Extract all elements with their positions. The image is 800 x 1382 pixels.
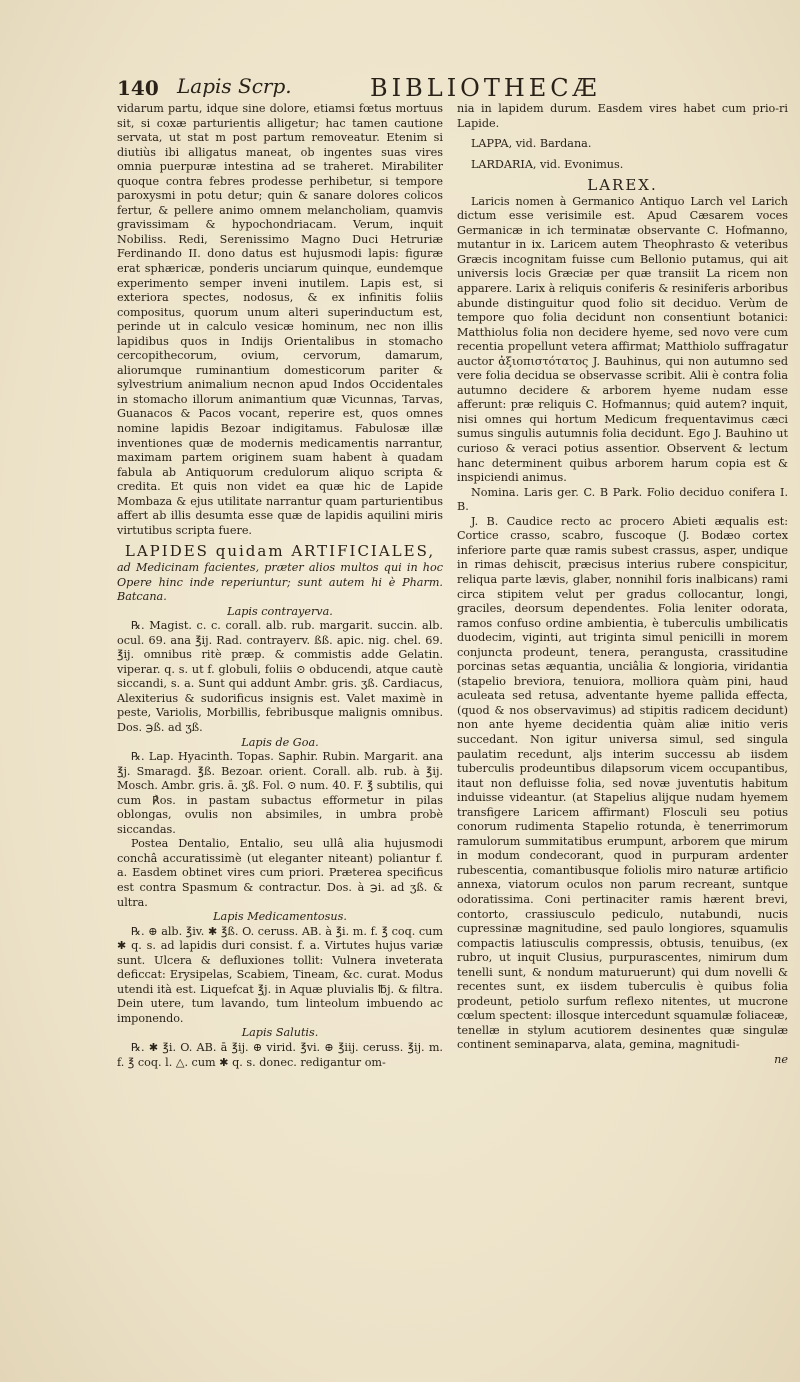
paragraph: vidarum partu, idque sine dolore, etiamsi fœtus mortuus sit, si coxæ parturientis alligetur; hac tamen cautione servata, ut stat m post partum removeatur. Etenim si diutiùs ibi alligatus maneat, ob ingentes suas vires omnia puerpuræ intestina ad se traheret. Mirabiliter quoque contra febres prodesse perhibetur, si tempore paroxysmi in potu detur; quin & sanare dolores colicos fertur, & pellere animo omnem melancholiam, quamvis gravissimam & hypochondriacam. Verum, inquit Nobiliss. Redi, Serenissimo Magno Duci Hetruriæ Ferdinando II. dono datus est hujusmodi lapis: figuræ erat sphæricæ, ponderis unciarum quinque, eundemque experimento semper inveni inutilem. Lapis est, si exteriora spectes, nodosus, & ex infinitis foliis compositus, quorum unum alteri superinductum est, perinde ut in calculo vesicæ hominum, nec non illis lapidibus quos in Indijs Orientalibus in stomacho cercopithecorum, ovium, cervorum, damarum, aliorumque ruminantium domesticorum pariter & sylvestrium animalium necnon apud Indos Occidentales in stomacho illorum animantium quæ Vicunnas, Tarvas, Guanacos & Pacos vocant, reperire est, quos omnes nomine lapidis Bezoar indigitamus. Fabulosæ illæ inventiones quæ de modernis medicamentis narrantur, maximam partem originem suam habent à quadam fabula ab Antiquorum credulorum aliquo scripta & credita. Et quis non videt ea quæ hic de Lapide Mombaza & ejus utilitate narrantur quam parturientibus affert ab illis desumta esse quæ de lapidis aquilini miris virtutibus scripta fuere.	[117, 102, 443, 537]
entry-lappa: LAPPA, vid. Bardana.	[471, 137, 592, 151]
paragraph: nia in lapidem durum. Easdem vires habet cum prio-ri Lapide.	[457, 102, 788, 130]
left-column	[117, 102, 443, 1070]
page-number: 140	[117, 76, 159, 100]
recipe-goa: ℞. Lap. Hyacinth. Topas. Saphir. Rubin. Margarit. ana ℥j. Smaragd. ℥ß. Bezoar. orient. Corall. alb. rub. à ℥ij. Mosch. Ambr. gris. ā. ʒß. Fol. ⊙ num. 40. F. ℥ subtilis, qui cum ℟os. in pastam subactus efformetur in pilas oblongas, ovulis non absimiles, in umbra probè siccandas.	[117, 750, 443, 836]
right-column	[457, 102, 788, 1068]
subheading-contrayerva: Lapis contrayerva.	[227, 604, 333, 618]
subheading-salutis: Lapis Salutis.	[241, 1026, 319, 1040]
page-title: BIBLIOTHECÆ	[370, 74, 601, 102]
subheading-medicamentosus: Lapis Medicamentosus.	[213, 910, 347, 924]
recipe-contrayerva: ℞. Magist. c. c. corall. alb. rub. margarit. succin. alb. ocul. 69. ana ℥ij. Rad. contrayerv. ßß. apic. nig. chel. 69. ℥ij. omnibus ritè præp. & commistis adde Gelatin. viperar. q. s. ut f. globuli, foliis ⊙ obducendi, atque cautè siccandi, s. a. Sunt qui addunt Ambr. gris. ʒß. Cardiacus, Alexiterius & sudorificus insignis est. Valet maximè in peste, Variolis, Morbillis, febribusque malignis omnibus. Dos. ℈ß. ad ʒß.	[117, 619, 443, 734]
running-head: Lapis Scrp.	[177, 74, 292, 98]
section-subheading: ad Medicinam facientes, præter alios multos qui in hoc Opere hinc inde reperiuntur; sunt autem hi è Pharm. Batcana.	[117, 560, 443, 604]
catchword: ne	[774, 1053, 788, 1066]
recipe-salutis: ℞. ✱ ℥i. O. AB. ā ℥ij. ⊕ virid. ℥vi. ⊕ ℥iij. ceruss. ℥ij. m. f. ℥ coq. l. △. cum ✱ q. s. donec. redigantur om-	[117, 1041, 443, 1069]
paragraph: Postea Dentalio, Entalio, seu ullâ alia hujusmodi conchâ accuratissimè (ut eleganter niteant) poliantur f. a. Easdem obtinet vires cum priori. Præterea specificus est contra Spasmum & contractur. Dos. à ℈i. ad ʒß. & ultra.	[117, 837, 443, 909]
nomina-line: Nomina. Laris ger. C. B Park. Folio deciduo conifera I. B.	[457, 485, 788, 514]
recipe-medicamentosus: ℞. ⊕ alb. ℥iv. ✱ ℥ß. O. ceruss. AB. à ℥i. m. f. ℥ coq. cum ✱ q. s. ad lapidis duri consist. f. a. Virtutes hujus variæ sunt. Ulcera & defluxiones tollit: Vulnera inveterata deficcat: Erysipelas, Scabiem, Tineam, &c. curat. Modus utendi ità est. Liquefcat ℥j. in Aquæ pluvialis ℔j. & filtra. Dein utere, tum lavando, tum linteolum imbuendo ac imponendo.	[117, 924, 443, 1025]
paragraph: Laricis nomen à Germanico Antiquo Larch vel Larich dictum esse verisimile est. Apud Cæsarem voces Germanicæ in ich terminatæ observante C. Hofmanno, mutantur in ix. Laricem autem Theophrasto & veteribus Græcis incognitam fuisse cum Bellonio putamus, qui ait universis locis Græciæ per quæ transiit La ricem non apparere. Larix à reliquis coniferis & resiniferis arboribus abunde distinguitur quod folio sit deciduo. Verùm de tempore quo folia decidunt non consentiunt botanici: Matthiolus folia non decidere hyeme, sed novo vere cum recentia propellunt vetera affirmat; Matthiolo suffragatur auctor ἀξιοπιστότατος J. Bauhinus, qui non autumno sed vere folia decidua se observasse scribit. Alii è contra folia autumno decidere & arborem hyeme nudam esse afferunt: præ reliquis C. Hofmannus; quid autem? inquit, nisi omnes qui hortum Medicum frequentavimus cæci sumus singulis autumnis folia decidunt. Ego J. Bauhino ut curioso & veraci potius assentior. Observent & lectum hanc determinent quibus arborem harum copia est & inspiciendi animus.	[457, 194, 788, 485]
paragraph: J. B. Caudice recto ac procero Abieti æqualis est: Cortice crasso, scabro, fuscoque (J. Bodæo cortex inferiore parte quæ ramis subest crassus, asper, undique in rimas dehiscit, præcisus interius rubere conspicitur, reliqua parte lævis, glaber, nonnihil foris inalbicans) rami circa stipitem velut per gradus collocantur, longi, graciles, deorsum dependentes. Folia leniter odorata, ramos confuso ordine ambientia, è tuberculis umbilicatis duodecim, viginti, aut triginta simul penicilli in morem conjuncta prodeunt, tenera, perangusta, crassitudine porcinas setas æquantia, unciâlia & longioria, viridantia (stapelio breviora, tenuiora, molliora quàm pini, haud aculeata sed retusa, adventante hyeme pallida effecta, (quod & nos observavimus) ad stipitis radicem decidunt) non ante hyeme decidentia quàm aliæ initio veris succedant. Non igitur universa simul, sed singula paulatim recedunt, aljs interim successu ab iisdem tuberculis prodeuntibus dilapsorum vicem occupantibus, itaut non defluisse folia, sed novæ juventutis habitum induisse videantur. (at Stapelius alijque nudam hyemem transfigere Laricem affirmant) Flosculi seu potius conorum rudimenta Stapelio rotunda, è tenerrimorum ramulorum summitatibus erumpunt, arborem que mirum in modum condecorant, quod in purpuram ardenter rubescentia, comantibusque foliolis miro naturæ artificio annexa, viatorum oculos non parum recreant, suntque odoratissima. Coni pertinaciter ramis hærent brevi, contorto, crassiusculo pediculo, nutabundi, nucis cupressinæ magnitudine, sed paulo longiores, squamulis compactis latiusculis compressis, obtusis, tenuibus, (ex rubro, ut inquit Clusius, purpurascentes, nimirum dum tenelli sunt, & nondum maturuerunt) qui dum novelli & recentes sunt, ex iisdem tuberculis è quibus folia prodeunt, petiolo surfum reflexo nitentes, ut mucrone cœlum spectent: illosque intercedunt squamulæ foliaceæ, tenellæ in stylum acutiorem desinentes quæ singulæ continent seminaparva, alata, gemina, magnitudi-	[457, 514, 788, 1052]
entry-lardaria: LARDARIA, vid. Evonimus.	[471, 157, 624, 171]
section-heading-artificiales: LAPIDES quidam ARTIFICIALES,	[124, 542, 436, 561]
section-heading-larex: LAREX.	[587, 176, 658, 195]
subheading-goa: Lapis de Goa.	[241, 735, 319, 749]
